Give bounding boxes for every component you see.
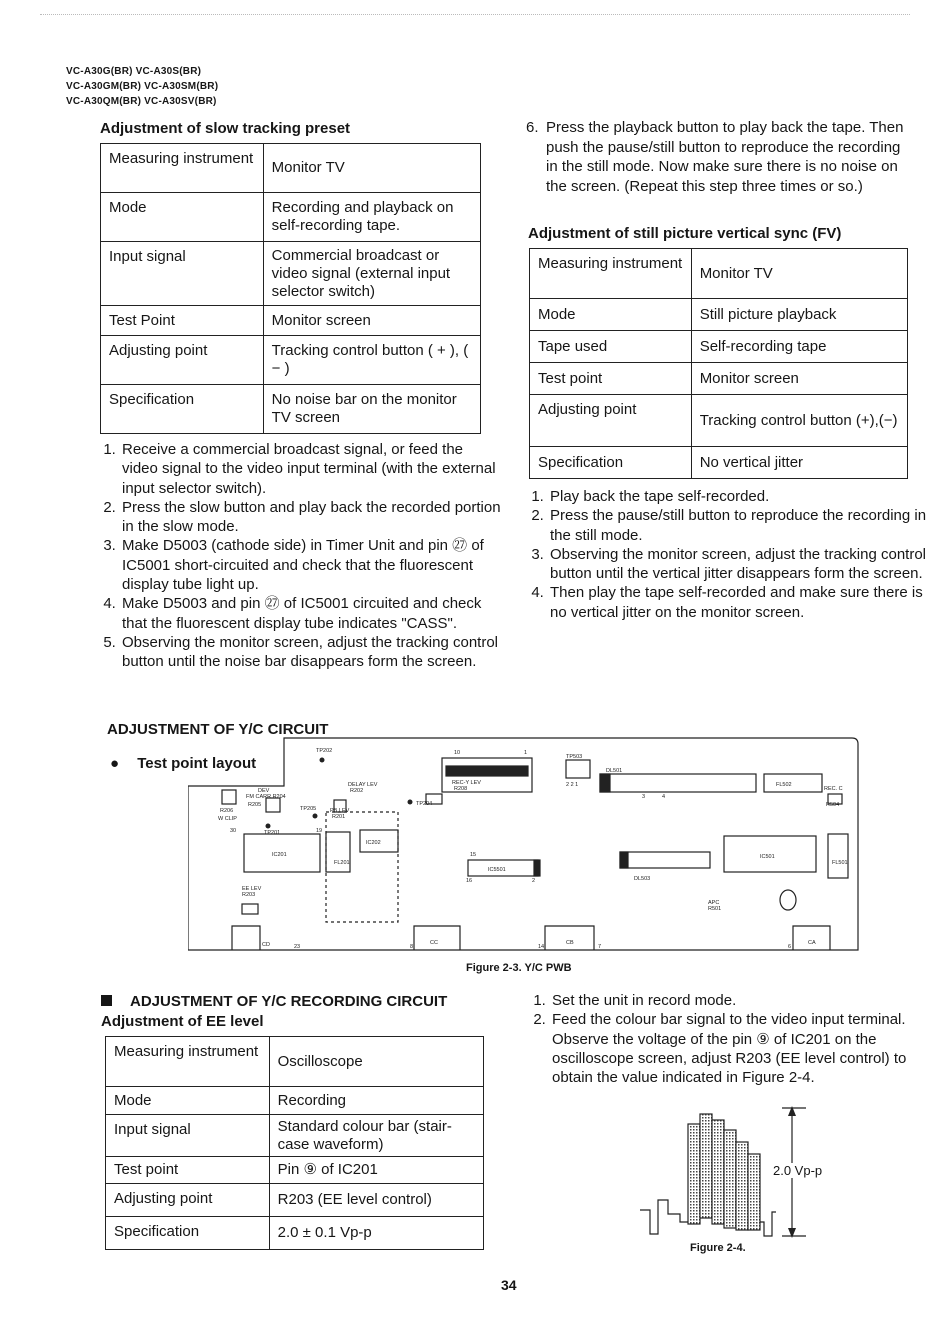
row-label: Mode xyxy=(101,193,264,242)
fl201-label: FL201 xyxy=(334,860,350,866)
pin-14-label: 14 xyxy=(538,944,545,950)
ic202-area xyxy=(326,812,398,922)
row-label: Test point xyxy=(530,363,692,395)
list-item: 1. Play back the tape self-recorded. xyxy=(548,487,928,506)
cd-label: CD xyxy=(262,942,270,948)
ic5501-label: IC5501 xyxy=(488,867,506,873)
row-label: Mode xyxy=(530,299,692,331)
row-value: No vertical jitter xyxy=(691,447,907,479)
rec-y-bar xyxy=(446,766,528,776)
tp204-dot xyxy=(408,800,413,805)
table-row xyxy=(106,1184,484,1217)
trimmer-r203 xyxy=(242,904,258,914)
tp503-label: TP503 xyxy=(566,754,583,760)
w-clip-label: W CLIP xyxy=(218,816,237,822)
row-value: Commercial broadcast or video signal (external input selector switch) xyxy=(263,242,480,306)
row-label: Test point xyxy=(106,1157,270,1184)
r202-label: R202 xyxy=(350,788,364,794)
row-value: Pin ⑨ of IC201 xyxy=(269,1157,483,1184)
stair-step xyxy=(700,1114,712,1218)
dl501-label: DL501 xyxy=(606,768,623,774)
row-value: Self-recording tape xyxy=(691,331,907,363)
list-item: 3. Observing the monitor screen, adjust the tracking control button until the vertical jitter disappears form the screen. xyxy=(548,545,928,584)
list-item: 5. Observing the monitor screen, adjust the tracking control button until the noise bar disappears form the screen. xyxy=(120,633,502,672)
list-item: 1. Set the unit in record mode. xyxy=(550,991,930,1010)
row-value: Tracking control button (+),(−) xyxy=(691,395,907,447)
pin-10-label: 10 xyxy=(454,750,461,756)
table-row xyxy=(530,331,908,363)
yc-circuit-title: ADJUSTMENT OF Y/C CIRCUIT xyxy=(107,721,329,738)
table-row xyxy=(530,363,908,395)
row-label: Adjusting point xyxy=(530,395,692,447)
row-value: Monitor TV xyxy=(263,144,480,193)
row-label: Specification xyxy=(530,447,692,479)
stair-step xyxy=(748,1154,760,1230)
row-label: Adjusting point xyxy=(106,1184,270,1217)
top-scan-dots xyxy=(40,14,910,15)
pin-6-label: 6 xyxy=(788,944,792,950)
page-number: 34 xyxy=(501,1277,517,1293)
step-six-text: Press the playback button to play back the tape. Then push the pause/still button to reproduce the recording in the still mode. Now make sure there is no noise on the screen. (Repeat this step three times or so.) xyxy=(546,119,904,195)
figure-2-3-caption: Figure 2-3. Y/C PWB xyxy=(466,962,572,974)
r201-label: R201 xyxy=(332,814,346,820)
fm-carr-label: FM CARR R204 xyxy=(246,794,286,800)
row-value: Monitor screen xyxy=(263,306,480,336)
row-value: Oscilloscope xyxy=(269,1037,483,1087)
table-row xyxy=(101,193,481,242)
pin-30-label: 30 xyxy=(230,828,237,834)
pin-19-label: 19 xyxy=(316,828,323,834)
row-value: 2.0 ± 0.1 Vp-p xyxy=(269,1217,483,1250)
ee-lev-label: EE LEV xyxy=(242,886,262,892)
sync-right xyxy=(760,1212,776,1236)
list-item: 2. Feed the colour bar signal to the video input terminal. Observe the voltage of the pin ⑨ of IC201 on the oscilloscope screen, adjust R203 (EE level control) to obtain the value indicated in Figure 2-4. xyxy=(550,1010,930,1087)
ic202-label: IC202 xyxy=(366,840,381,846)
pin-4-label: 4 xyxy=(662,794,666,800)
pin-23-label: 23 xyxy=(294,944,301,950)
row-label: Specification xyxy=(101,385,264,434)
dl501-mark xyxy=(600,774,610,792)
model-line: VC-A30GM(BR) VC-A30SM(BR) xyxy=(66,81,219,92)
pin-2-label: 2 xyxy=(532,878,536,884)
still-vsync-steps xyxy=(528,487,928,622)
step-six xyxy=(526,118,906,196)
delay-lev-label: DELAY LEV xyxy=(348,782,378,788)
table-row xyxy=(101,385,481,434)
model-line: VC-A30QM(BR) VC-A30SV(BR) xyxy=(66,96,217,107)
stair-step xyxy=(724,1130,736,1228)
sync-left xyxy=(640,1200,688,1234)
row-value: R203 (EE level control) xyxy=(269,1184,483,1217)
figure-2-4-caption: Figure 2-4. xyxy=(690,1242,746,1254)
table-row xyxy=(101,242,481,306)
table-row xyxy=(106,1087,484,1115)
pin-7-label: 7 xyxy=(598,944,602,950)
row-label: Specification xyxy=(106,1217,270,1250)
row-label: Measuring instrument xyxy=(101,144,264,193)
table-row xyxy=(530,299,908,331)
row-label: Mode xyxy=(106,1087,270,1115)
list-item: 3. Make D5003 (cathode side) in Timer Unit and pin ㉗ of IC5001 short-circuited and check that the fluorescent display tube light up. xyxy=(120,536,502,594)
r501-label: R501 xyxy=(708,906,722,912)
r504-label: R504 xyxy=(826,802,840,808)
ca-label: CA xyxy=(808,940,816,946)
row-value: Recording xyxy=(269,1087,483,1115)
row-label: Measuring instrument xyxy=(530,249,692,299)
tp201-dot xyxy=(266,824,271,829)
row-value: Monitor TV xyxy=(691,249,907,299)
tp204-label: TP204 xyxy=(416,801,433,807)
table-row xyxy=(106,1157,484,1184)
yc-recording-title: ADJUSTMENT OF Y/C RECORDING CIRCUIT xyxy=(130,993,448,1010)
dl501-outline xyxy=(600,774,756,792)
tp201-label: TP201 xyxy=(264,830,281,836)
table-row xyxy=(101,144,481,193)
pins-221-label: 2 2 1 xyxy=(566,782,579,788)
row-value: Recording and playback on self-recording tape. xyxy=(263,193,480,242)
row-value: Standard colour bar (stair-case waveform) xyxy=(269,1115,483,1157)
ee-level-table xyxy=(105,1036,484,1250)
apc-label: APC xyxy=(708,900,720,906)
ee-level-subtitle: Adjustment of EE level xyxy=(101,1013,264,1030)
pin-16-label: 16 xyxy=(466,878,473,884)
list-item: 1. Receive a commercial broadcast signal, or feed the video signal to the video input terminal (with the external input selector switch). xyxy=(120,440,502,498)
table-row xyxy=(530,447,908,479)
table-row xyxy=(530,249,908,299)
table-row xyxy=(101,336,481,385)
table-row xyxy=(530,395,908,447)
table-row xyxy=(106,1115,484,1157)
ee-level-steps xyxy=(530,991,930,1087)
cb-label: CB xyxy=(566,940,574,946)
cc-label: CC xyxy=(430,940,438,946)
pin-15-label: 15 xyxy=(470,852,477,858)
model-line: VC-A30G(BR) VC-A30S(BR) xyxy=(66,66,202,77)
r203-label: R203 xyxy=(242,892,256,898)
row-label: Measuring instrument xyxy=(106,1037,270,1087)
dev-label: DEV xyxy=(258,788,270,794)
row-label: Test Point xyxy=(101,306,264,336)
yc-pwb-diagram xyxy=(188,734,862,960)
stair-step xyxy=(712,1120,724,1224)
tp205-dot xyxy=(313,814,318,819)
tp503-box xyxy=(566,760,590,778)
tp202-dot xyxy=(320,758,325,763)
still-vsync-title: Adjustment of still picture vertical sync (FV) xyxy=(528,225,842,242)
square-bullet-icon xyxy=(101,995,112,1006)
step-six-number: 6. xyxy=(526,119,539,136)
tp205-label: TP205 xyxy=(300,806,317,812)
apc-trimmer xyxy=(780,890,796,910)
dl503-mark xyxy=(620,852,628,868)
row-label: Input signal xyxy=(101,242,264,306)
table-row xyxy=(106,1037,484,1087)
row-value: Tracking control button ( + ), ( − ) xyxy=(263,336,480,385)
fl502-label: FL502 xyxy=(776,782,792,788)
row-label: Adjusting point xyxy=(101,336,264,385)
fl502-outline xyxy=(764,774,822,792)
model-list xyxy=(66,64,218,109)
row-value: Monitor screen xyxy=(691,363,907,395)
fl201-outline xyxy=(326,832,350,872)
list-item: 2. Press the slow button and play back the recorded portion in the slow mode. xyxy=(120,498,502,537)
ic201-label: IC201 xyxy=(272,852,287,858)
slow-tracking-steps xyxy=(100,440,502,672)
tp202-label: TP202 xyxy=(316,748,333,754)
still-vsync-table xyxy=(529,248,908,479)
trimmer-r205 xyxy=(222,790,236,804)
stair-step xyxy=(736,1142,748,1230)
slow-tracking-title: Adjustment of slow tracking preset xyxy=(100,120,351,137)
connector-ca xyxy=(793,926,830,950)
list-item: 4. Then play the tape self-recorded and make sure there is no vertical jitter on the monitor screen. xyxy=(548,583,928,622)
pin-1-label: 1 xyxy=(524,750,528,756)
connector-cb xyxy=(545,926,594,950)
pin-22-label: 8 xyxy=(410,944,414,950)
yc-recording-heading xyxy=(101,993,447,1010)
r206-label: R206 xyxy=(220,808,234,814)
row-label: Input signal xyxy=(106,1115,270,1157)
table-row xyxy=(106,1217,484,1250)
ic5501-mark xyxy=(534,860,540,876)
slow-tracking-table xyxy=(100,143,481,434)
pin-3-label: 3 xyxy=(642,794,646,800)
rec-y-label: REC-Y LEV xyxy=(452,780,481,786)
stair-step xyxy=(688,1124,700,1224)
list-item: 4. Make D5003 and pin ㉗ of IC5001 circuited and check that the fluorescent display tube indicates "CASS". xyxy=(120,594,502,633)
connector-cd xyxy=(232,926,260,950)
fl501-outline xyxy=(828,834,848,878)
row-value: Still picture playback xyxy=(691,299,907,331)
row-value: No noise bar on the monitor TV screen xyxy=(263,385,480,434)
ic501-label: IC501 xyxy=(760,854,775,860)
bullet-icon: ● xyxy=(110,755,120,772)
test-point-label: Test point layout xyxy=(137,755,257,772)
table-row xyxy=(101,306,481,336)
r205-label: R205 xyxy=(248,802,262,808)
r208-label: R208 xyxy=(454,786,468,792)
fl501-label: FL501 xyxy=(832,860,848,866)
dl503-label: DL503 xyxy=(634,876,651,882)
connector-cc xyxy=(414,926,460,950)
trimmer-r206 xyxy=(266,798,280,812)
vpp-label: 2.0 Vp-p xyxy=(773,1163,823,1178)
rec-c-label: REC. C xyxy=(824,786,843,792)
list-item: 2. Press the pause/still button to reproduce the recording in the still mode. xyxy=(548,506,928,545)
pb-lev-label: PB LEV xyxy=(330,808,350,814)
dl503-outline xyxy=(620,852,710,868)
row-label: Tape used xyxy=(530,331,692,363)
